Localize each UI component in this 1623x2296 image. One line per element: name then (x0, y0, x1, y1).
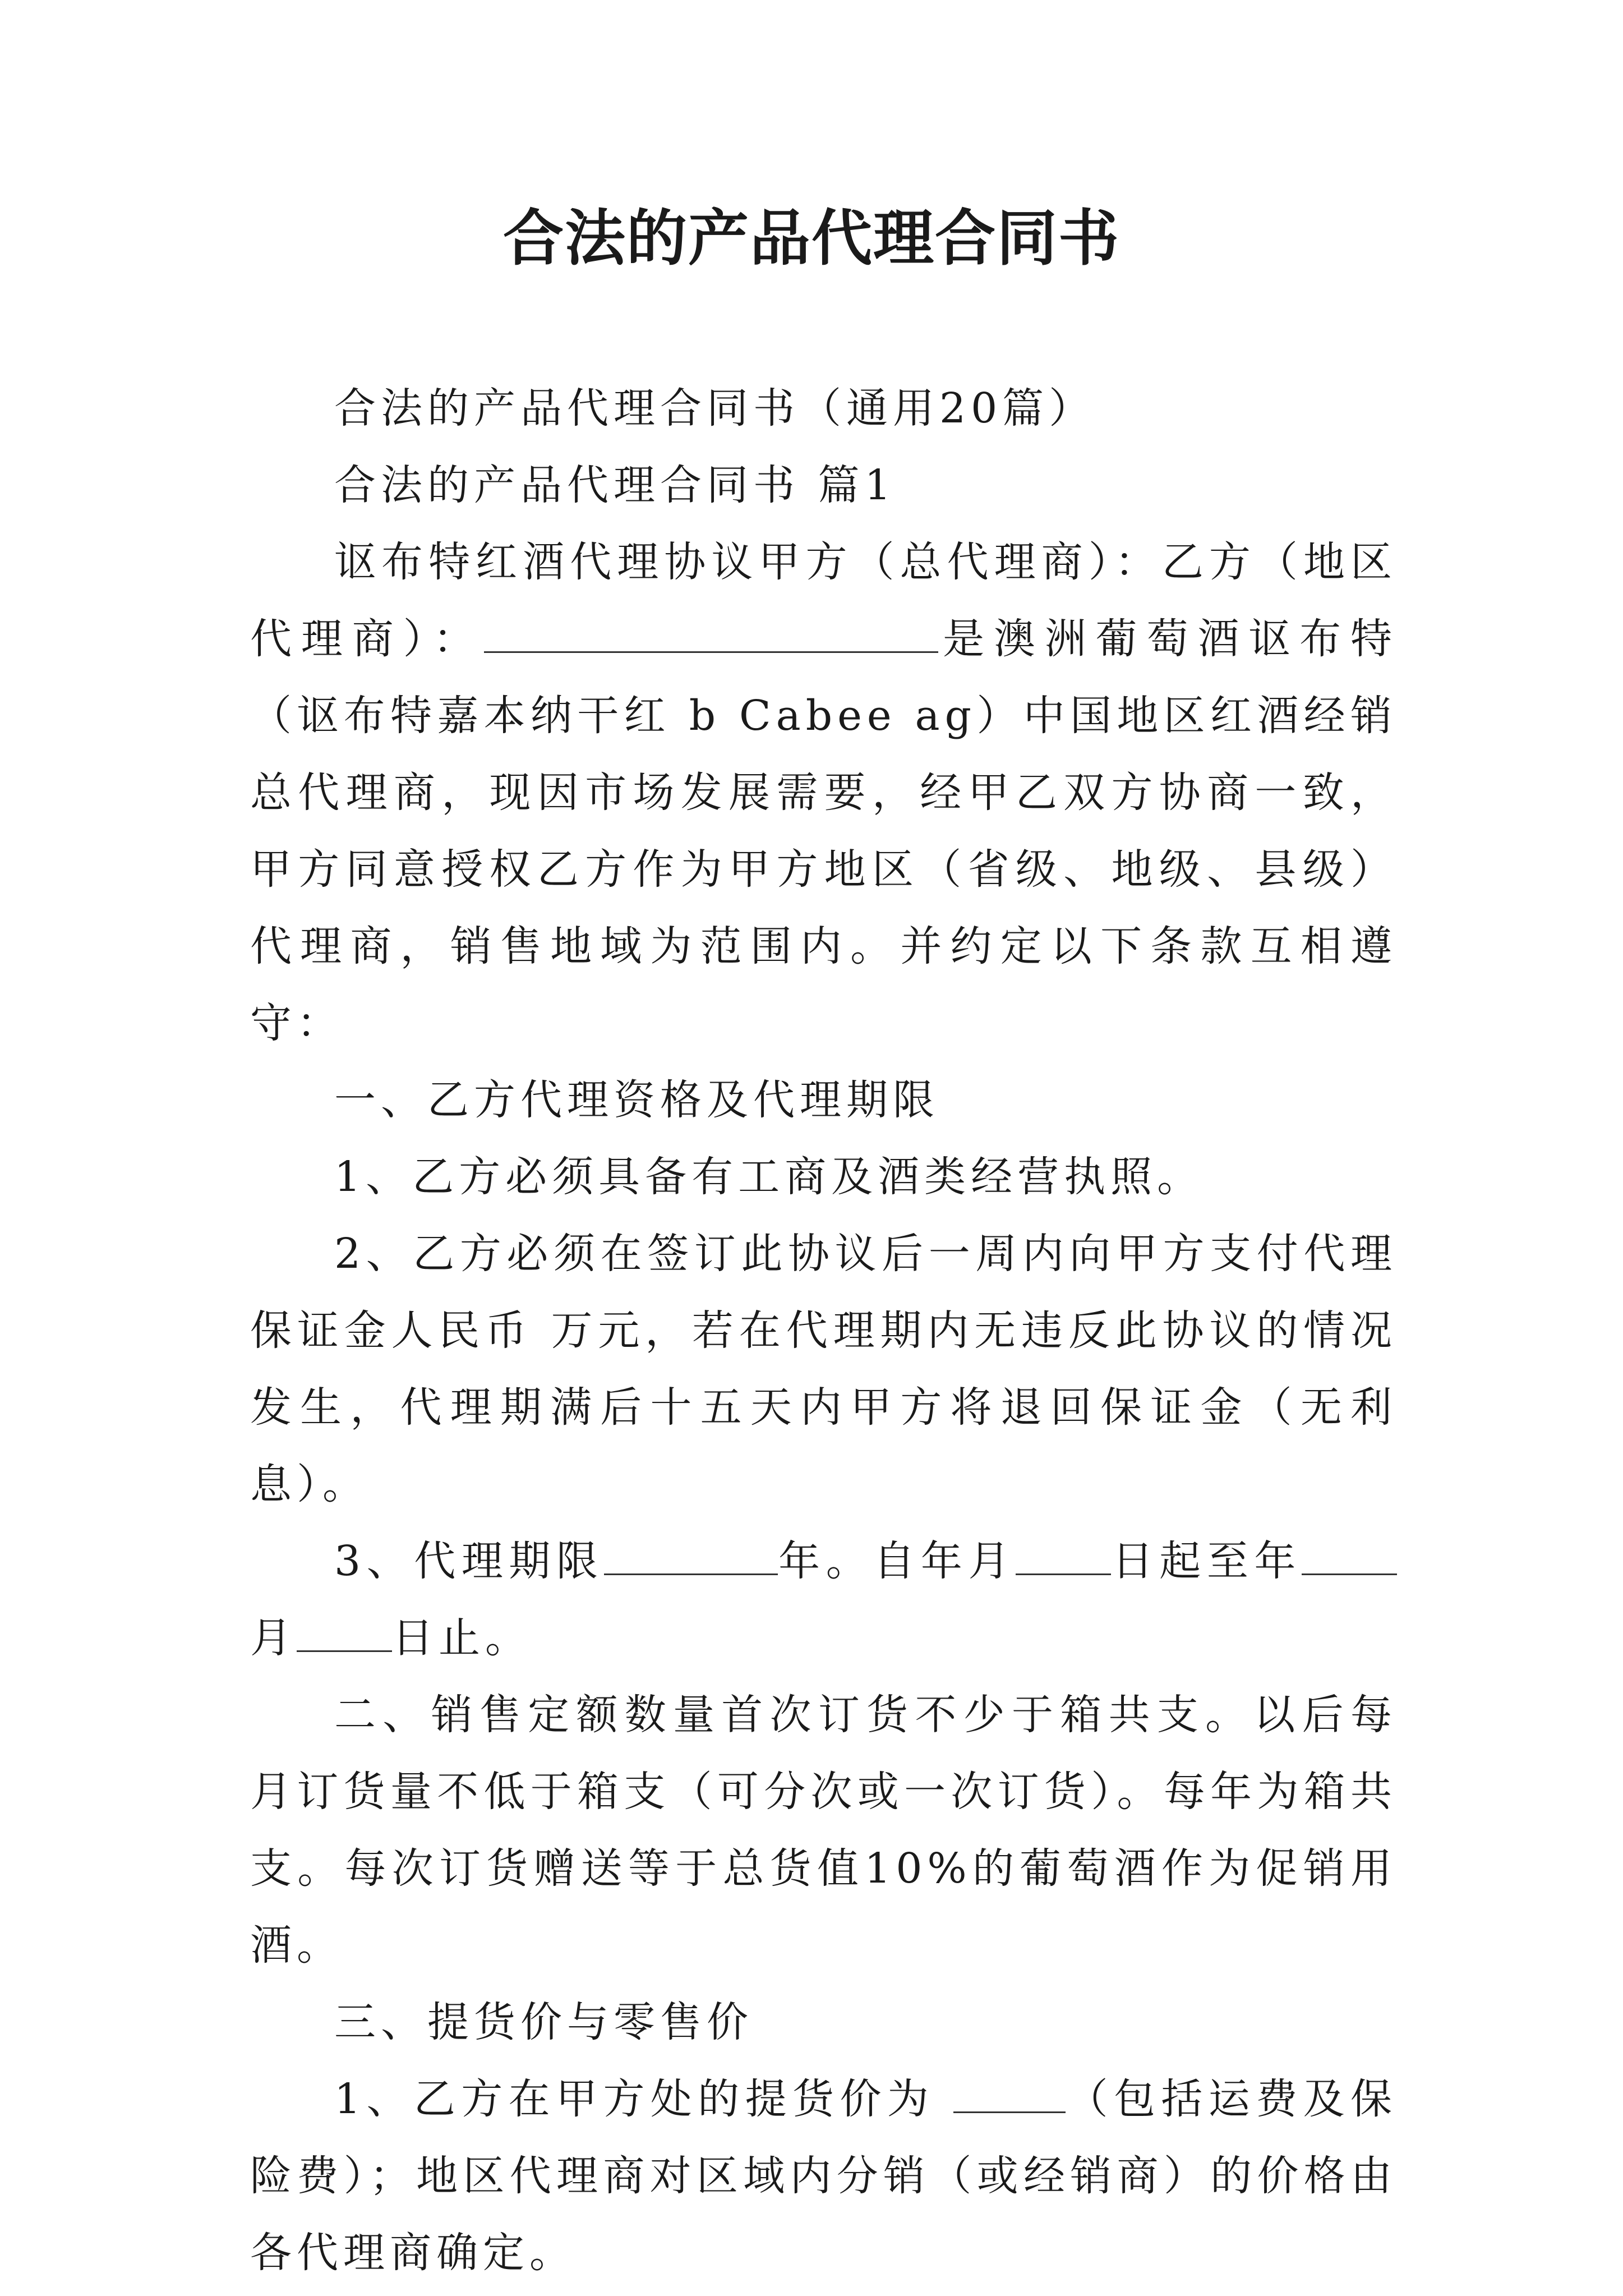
blank-line (484, 614, 938, 653)
clause-1-1: 1、乙方必须具备有工商及酒类经营执照。 (334, 1153, 1204, 1201)
clause-3-1-part-1: 1、乙方在甲方处的提货价为 (334, 2075, 954, 2123)
section-heading: 合法的产品代理合同书 篇1 (334, 461, 896, 509)
clause-1-3-part-2: 年。自年月 (777, 1537, 1016, 1585)
intro-part-2: 是澳洲葡萄酒讴布特（讴布特嘉本纳干红 b Cabee ag）中国地区红酒经销总代理商，现因市场发展需要，经甲乙双方协商一致，甲方同意授权乙方作为甲方地区（省级、地级、县级）代理商，销售地域为范围内。并约定以下条款互相遵守： (250, 615, 1398, 1047)
intro-paragraph (250, 524, 1397, 1062)
blank-line (1302, 1536, 1397, 1575)
heading-2: 二、销售定额数量首次订货不少于箱共支。以后每月订货量不低于箱支（可分次或一次订货）。每年为箱共支。每次订货赠送等于总货值10%的葡萄酒作为促销用酒。 (250, 1691, 1397, 1970)
blank-line (953, 2074, 1066, 2113)
heading-1: 一、乙方代理资格及代理期限 (334, 1076, 939, 1124)
blank-line (297, 1613, 392, 1652)
clause-1-3-part-4: 月 (250, 1614, 297, 1662)
document-subtitle: 合法的产品代理合同书（通用20篇） (334, 384, 1096, 432)
blank-line (604, 1536, 778, 1575)
document-body (250, 370, 1397, 2292)
document-title: 合法的产品代理合同书 (502, 203, 1120, 274)
clause-1-3-part-5: 日止。 (392, 1614, 532, 1662)
clause-1-3-part-3: 日起至年 (1111, 1537, 1302, 1585)
clause-1-2: 2、乙方必须在签订此协议后一周内向甲方支付代理保证金人民币 万元，若在代理期内无违反此协议的情况发生，代理期满后十五天内甲方将退回保证金（无利息）。 (250, 1230, 1397, 1508)
clause-1-3-part-1: 3、代理期限 (334, 1537, 604, 1585)
clause-3-1-part-2: （包括运费及保险费）；地区代理商对区域内分销（或经销商）的价格由各代理商确定。 (250, 2075, 1397, 2277)
clause-3-1 (250, 2061, 1397, 2292)
clause-1-3 (250, 1523, 1397, 1677)
blank-line (1016, 1536, 1111, 1575)
intro-part-1: 讴布特红酒代理协议甲方（总代理商）：乙方（地区代理商）： (250, 538, 1397, 663)
heading-3: 三、提货价与零售价 (334, 1998, 753, 2046)
